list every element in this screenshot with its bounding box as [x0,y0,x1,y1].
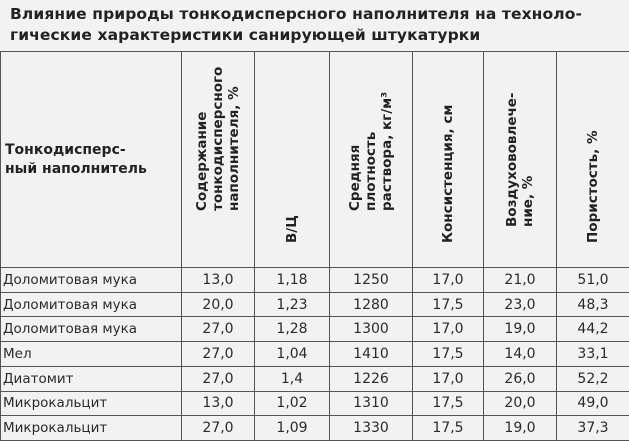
table-row [1,416,629,441]
cell-consistency: 17,5 [413,342,484,367]
cell-filler: Доломитовая мука [1,268,182,293]
cell-wc: 1,4 [255,366,330,391]
cell-air: 23,0 [484,292,557,317]
cell-density: 1310 [330,391,413,416]
header-filler [1,52,182,268]
cell-content: 13,0 [182,391,255,416]
cell-filler: Мел [1,342,182,367]
header-content-line: тонкодисперсного [210,66,226,211]
cell-porosity: 33,1 [557,342,629,367]
cell-content: 20,0 [182,292,255,317]
characteristics-table [0,51,629,441]
table-row [1,268,629,293]
cell-consistency: 17,5 [413,391,484,416]
cell-content: 13,0 [182,268,255,293]
header-consistency-line: Консистенция, см [440,104,456,243]
header-density-line: раствора, кг/м³ [379,91,395,211]
header-content-line: Содержание [194,111,210,211]
cell-content: 27,0 [182,342,255,367]
cell-filler: Доломитовая мука [1,317,182,342]
cell-porosity: 44,2 [557,317,629,342]
cell-content: 27,0 [182,416,255,441]
cell-porosity: 37,3 [557,416,629,441]
header-porosity-line: Пористость, % [585,130,601,243]
cell-porosity: 51,0 [557,268,629,293]
cell-density: 1410 [330,342,413,367]
cell-consistency: 17,0 [413,268,484,293]
header-wc [255,52,330,268]
header-density-line: плотность [363,131,379,211]
header-density-line: Средняя [347,144,363,211]
cell-wc: 1,09 [255,416,330,441]
cell-filler: Микрокальцит [1,391,182,416]
cell-density: 1250 [330,268,413,293]
header-wc-line: В/Ц [284,215,300,243]
table-title-line-1: Влияние природы тонкодисперсного наполнителя на техноло- [10,5,582,23]
table-title [10,4,622,46]
table-row [1,342,629,367]
cell-filler: Диатомит [1,366,182,391]
table-row [1,317,629,342]
header-filler-line: Тонкодисперс- [5,141,126,158]
table-row [1,391,629,416]
cell-porosity: 49,0 [557,391,629,416]
header-density [330,52,413,268]
cell-filler: Доломитовая мука [1,292,182,317]
cell-porosity: 52,2 [557,366,629,391]
table-row [1,366,629,391]
cell-content: 27,0 [182,317,255,342]
cell-density: 1330 [330,416,413,441]
table-title-line-2: гические характеристики санирующей штукатурки [10,26,481,44]
cell-consistency: 17,5 [413,416,484,441]
header-air-line: ние, % [520,175,536,227]
cell-porosity: 48,3 [557,292,629,317]
cell-air: 21,0 [484,268,557,293]
header-content-line: наполнителя, % [226,86,242,211]
cell-air: 20,0 [484,391,557,416]
cell-consistency: 17,0 [413,317,484,342]
header-content [182,52,255,268]
cell-wc: 1,18 [255,268,330,293]
cell-wc: 1,28 [255,317,330,342]
cell-density: 1280 [330,292,413,317]
cell-air: 26,0 [484,366,557,391]
cell-filler: Микрокальцит [1,416,182,441]
cell-density: 1226 [330,366,413,391]
cell-air: 14,0 [484,342,557,367]
cell-air: 19,0 [484,317,557,342]
header-air-line: Воздухововлече- [504,92,520,227]
header-consistency [413,52,484,268]
cell-consistency: 17,5 [413,292,484,317]
table-row [1,292,629,317]
cell-air: 19,0 [484,416,557,441]
cell-density: 1300 [330,317,413,342]
header-air [484,52,557,268]
header-filler-line: ный наполнитель [5,160,147,177]
cell-content: 27,0 [182,366,255,391]
cell-consistency: 17,0 [413,366,484,391]
cell-wc: 1,23 [255,292,330,317]
cell-wc: 1,02 [255,391,330,416]
cell-wc: 1,04 [255,342,330,367]
header-row [1,52,629,268]
header-porosity [557,52,629,268]
